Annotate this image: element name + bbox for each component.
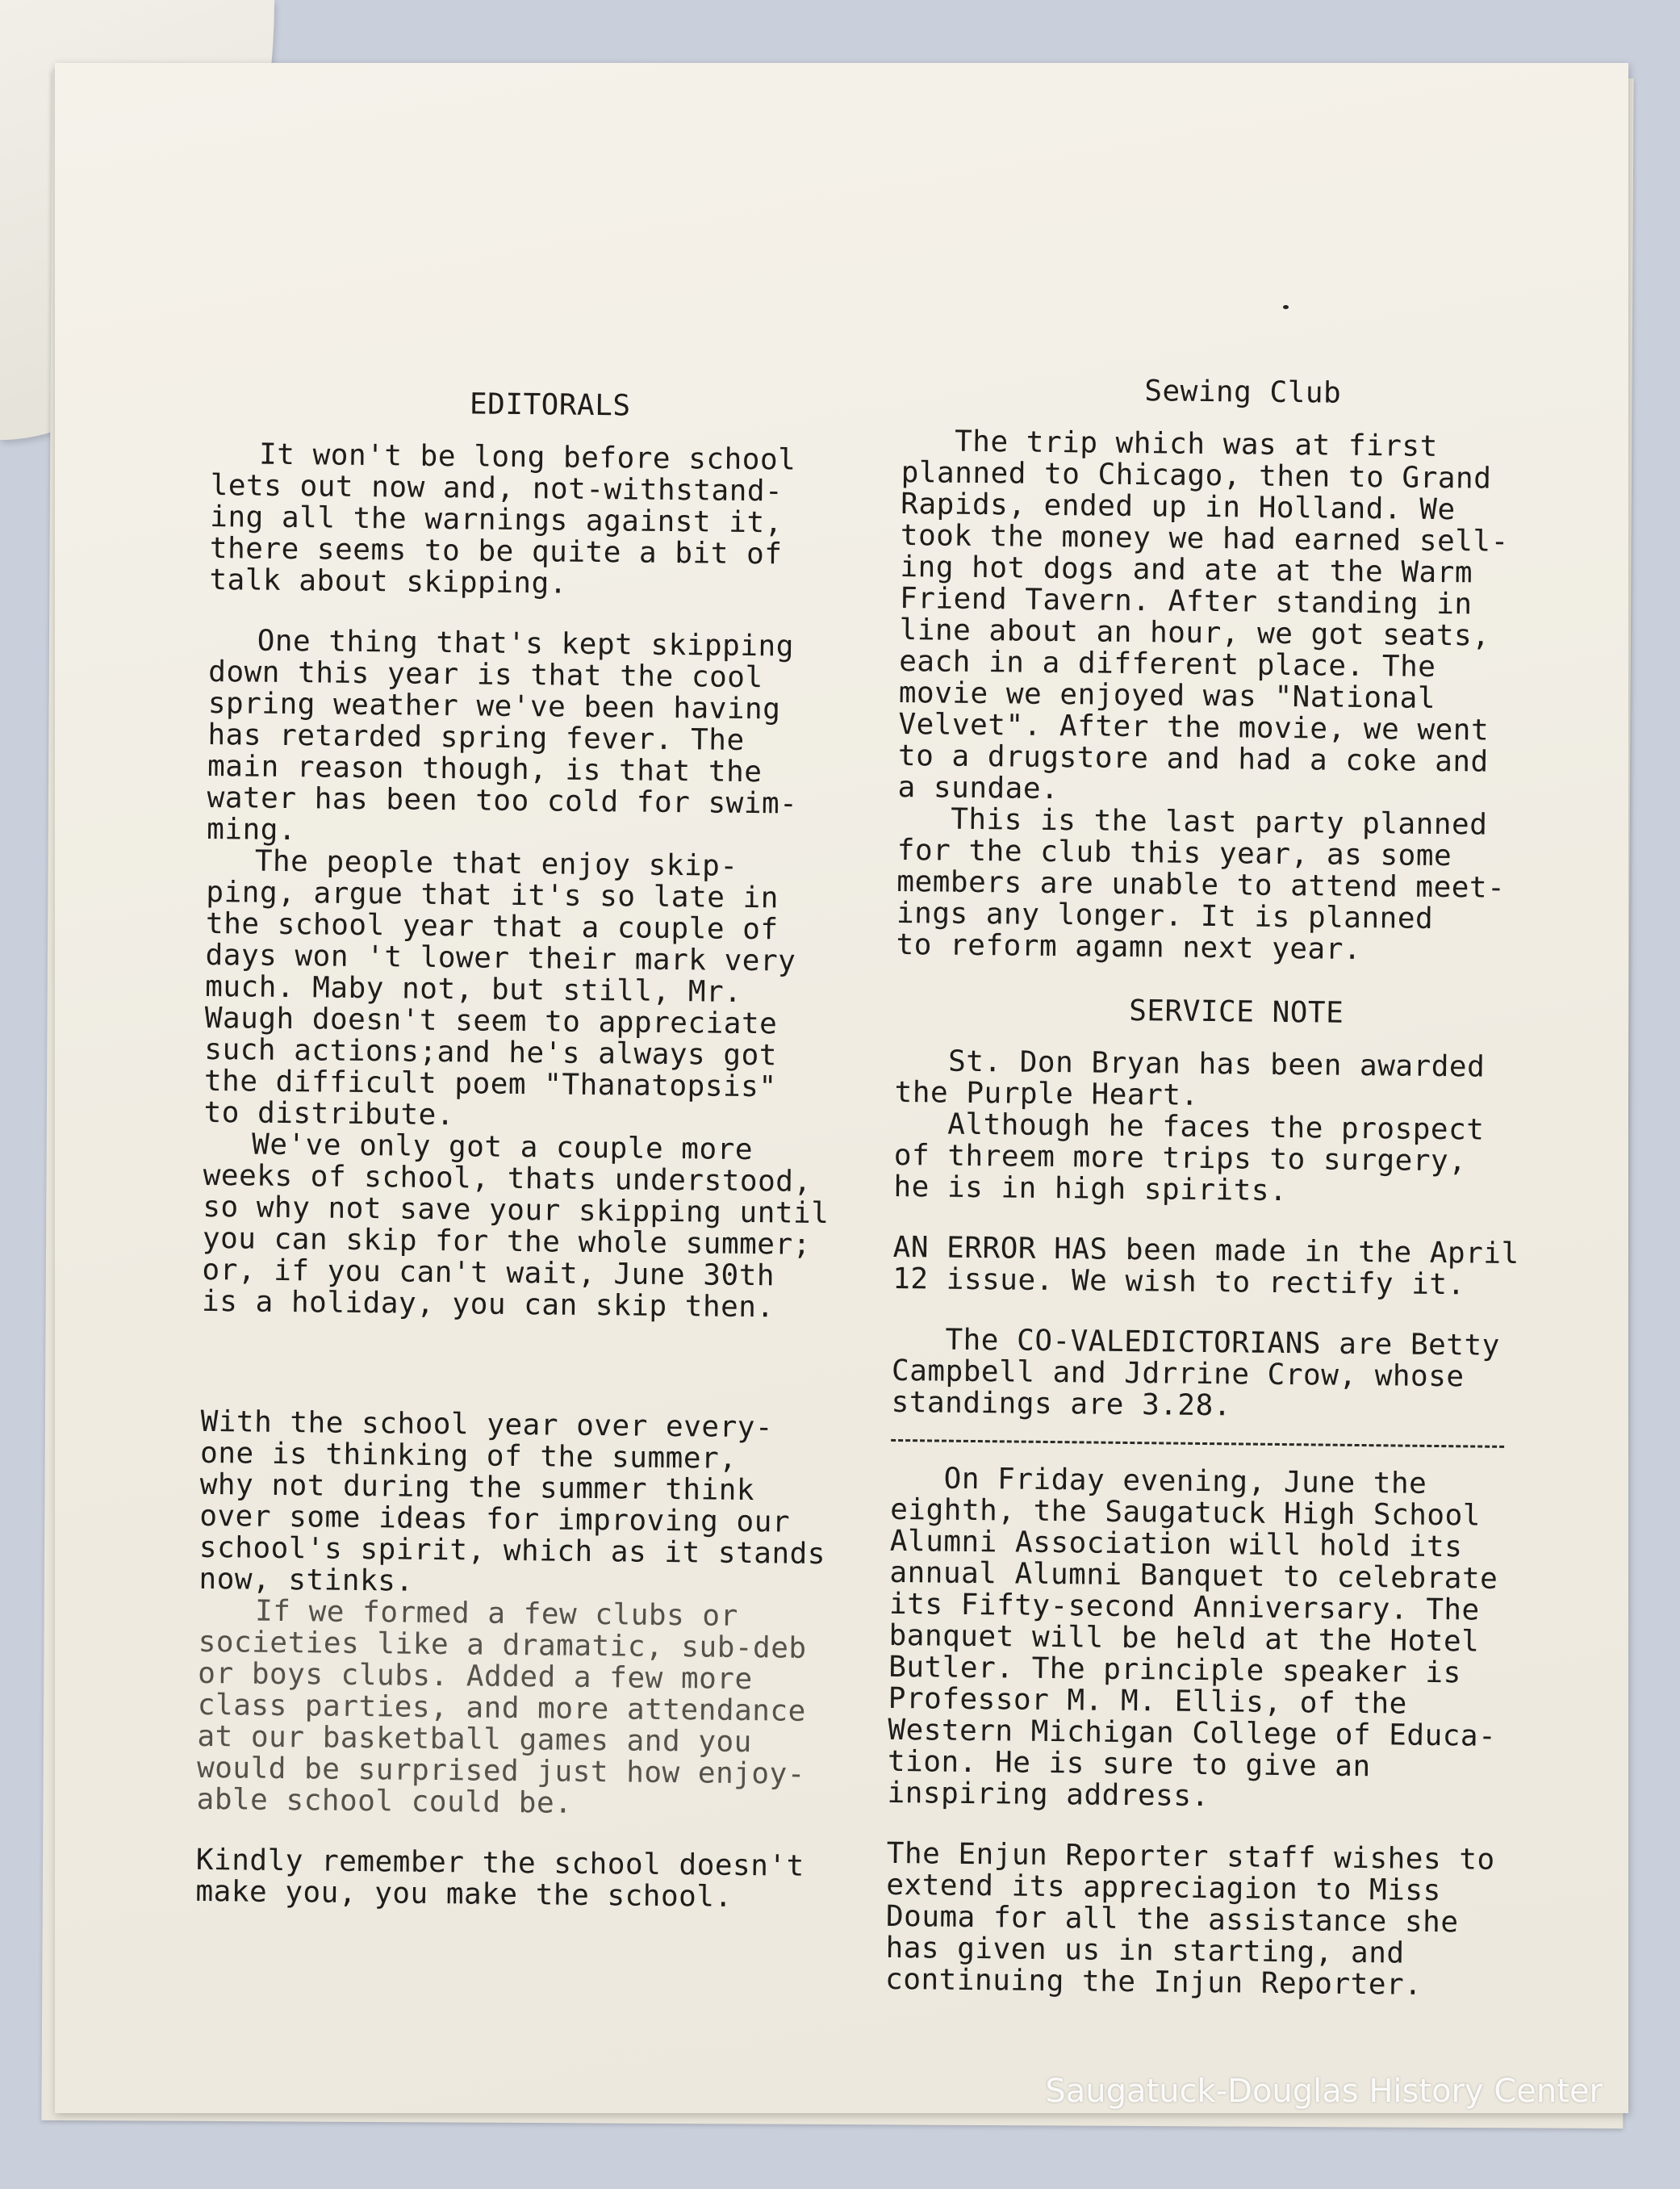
appreciation-note: The Enjun Reporter staff wishes to extend its appreciagion to Miss Douma for all the assistance she has given us in starting, and continuing the Injun Reporter. [884, 1836, 1495, 2002]
sewing-club-heading: Sewing Club [1144, 375, 1342, 410]
sewing-club-paragraph: The trip which was at first planned to Chicago, then to Grand Rapids, ended up in Holland. We took the money we had earned sell- ing hot dogs and ate at the Warm Friend Tavern. After standing in line about an hour, we got seats, each in a different place. The movie we enjoyed was "National Velvet". After the movie, we went to a drugstore and had a coke and a sundae. [897, 425, 1509, 806]
editorials-column [195, 386, 889, 1915]
editorial-paragraph: With the school year over every- one is thinking of the summer, why not during the summer think over some ideas for improving our school's spirit, which as it stands now, stinks. [199, 1404, 826, 1598]
editorials-heading: EDITORALS [469, 387, 631, 423]
history-center-watermark: Saugatuck-Douglas History Center [1045, 2073, 1603, 2110]
valedictorians-note: The CO-VALEDICTORIANS are Betty Campbell and Jdrrine Crow, whose standings are 3.28. [891, 1323, 1501, 1423]
editorial-paragraph: Kindly remember the school doesn't make you, you make the school. [195, 1843, 804, 1914]
alumni-banquet-note: On Friday evening, June the eighth, the Saugatuck High School Alumni Association will hold its annual Alumni Banquet to celebrate its Fifty-second Anniversary. The banquet will be held at the Hotel Butler. The principle speaker is Professor M. M. Ellis, of the Western Michigan College of Educa- tion. He is sure to give an inspiring address. [887, 1462, 1498, 1814]
editorial-paragraph: It won't be long before school lets out now and, not-withstand- ing all the warnings against it, there seems to be quite a bit of talk about skipping. [209, 437, 796, 601]
editorial-paragraph: If we formed a few clubs or societies like a dramatic, sub-deb or boys clubs. Added a few more class parties, and more attendance at our basketball games and you would be surprised just how enjoy- able school could be. [196, 1594, 807, 1820]
ink-speck [1283, 305, 1289, 309]
sewing-club-paragraph: This is the last party planned for the club this year, as some members are unable to attend meet- ings any longer. It is planned to reform agamn next year. [896, 802, 1506, 966]
editorial-paragraph: We've only got a couple more weeks of school, thats understood, so why not save your skipping until you can skip for the whole summer; or, if you can't wait, June 30th is a holiday, you can skip then. [201, 1128, 830, 1325]
editorial-paragraph: The people that enjoy skip- ping, argue that it's so late in the school year that a couple of days won 't lower their mark very much. Maby not, but still, Mr. Waugh doesn't seem to appreciate such actions;and he's always got the difficult poem "Thanatopsis" to distribute. [203, 844, 796, 1132]
editorial-paragraph: One thing that's kept skipping down this year is that the cool spring weather we've been having has retarded spring fever. The main reason though, is that the water has been too cold for swim- ming. [207, 624, 798, 848]
error-note: AN ERROR HAS been made in the April 12 issue. We wish to rectify it. [892, 1230, 1519, 1302]
service-note-paragraph: St. Don Bryan has been awarded the Purple Heart. [894, 1044, 1486, 1112]
service-note-paragraph: Although he faces the prospect of threem more trips to surgery, he is in high spirits. [893, 1107, 1485, 1208]
news-column [885, 373, 1584, 2003]
dashed-divider [891, 1439, 1504, 1448]
service-note-heading: SERVICE NOTE [1128, 994, 1344, 1030]
